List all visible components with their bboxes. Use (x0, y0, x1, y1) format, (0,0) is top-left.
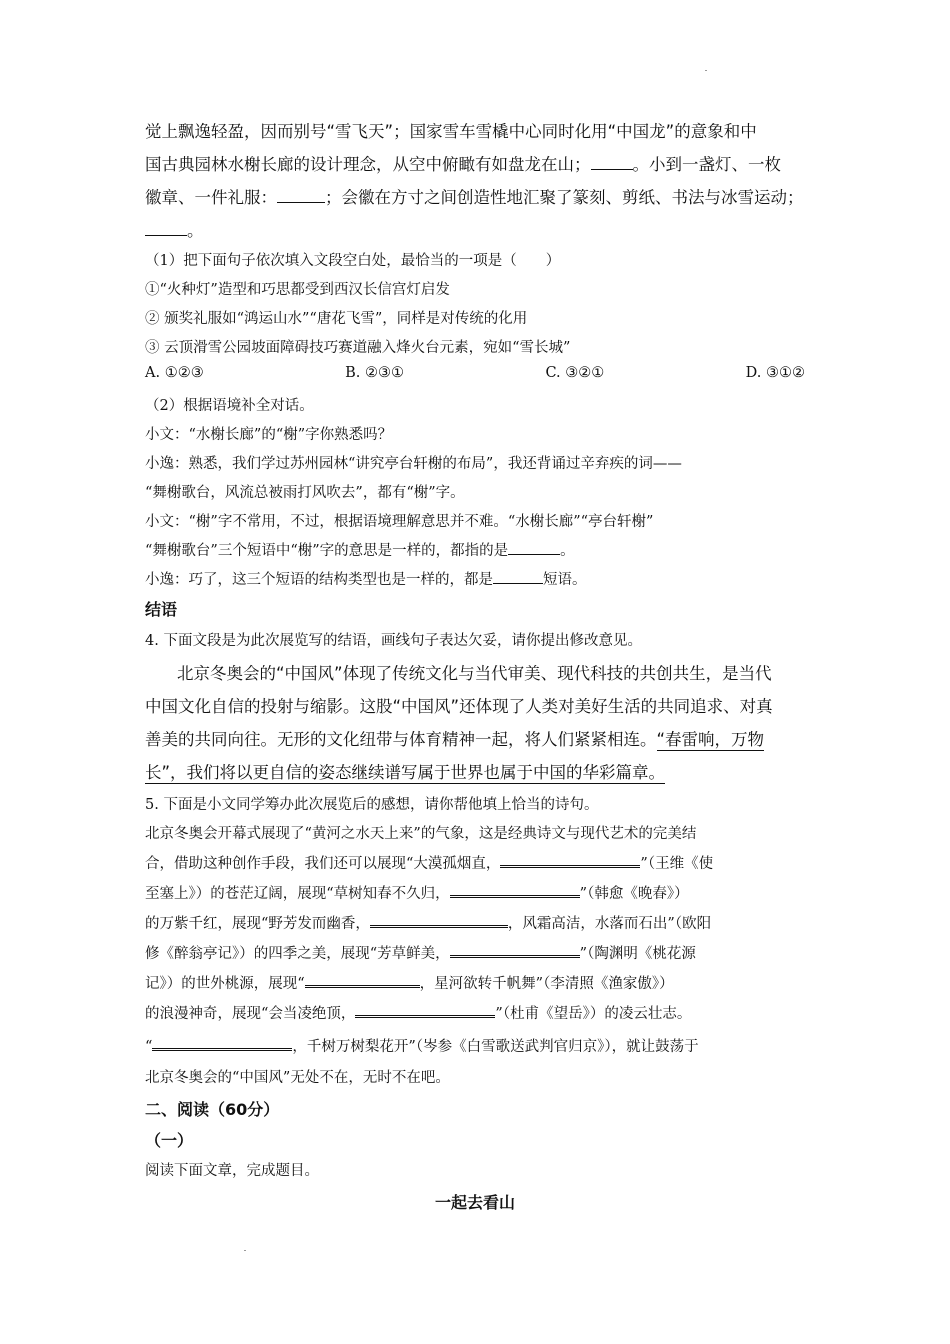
q5-line-8: “ ，千树万树梨花开”（岑参《白雪歌送武判官归京》），就让鼓荡于 (145, 1035, 699, 1056)
conclusion-line-1: 北京冬奥会的“中国风”体现了传统文化与当代审美、现代科技的共创共生，是当代 (177, 664, 772, 683)
question-1: （1）把下面句子依次填入文段空白处，最恰当的一项是（ ） (145, 253, 561, 269)
question-4: 4. 下面文段是为此次展览写的结语，画线句子表达欠妥，请你提出修改意见。 (145, 633, 642, 649)
dialogue-line-1: 小文：“水榭长廊”的“榭”字你熟悉吗？ (145, 427, 393, 443)
poem-blank[interactable] (370, 912, 508, 928)
option-c[interactable]: C. ③②① (545, 365, 605, 381)
q5-line-2: 合，借助这种创作手段，我们还可以展现“大漠孤烟直， ”（王维《使 (145, 852, 713, 873)
section-heading-reading: 二、阅读（60分） (145, 1100, 280, 1119)
option-d[interactable]: D. ③①② (745, 365, 805, 381)
underlined-sentence: 长”，我们将以更自信的姿态继续谱写属于世界也属于中国的华彩篇章。 (145, 763, 666, 782)
poem-blank[interactable] (355, 1002, 495, 1018)
sentence-2: ② 颁奖礼服如“鸿运山水”“唐花飞雪”，同样是对传统的化用 (145, 311, 528, 327)
dialogue-line-4: 小逸：巧了，这三个短语的结构类型也是一样的，都是 短语。 (145, 568, 587, 589)
question-5: 5. 下面是小文同学筹办此次展览后的感想，请你帮他填上恰当的诗句。 (145, 797, 599, 813)
poem-blank[interactable] (500, 852, 640, 868)
option-a[interactable]: A. ①②③ (145, 365, 204, 381)
q5-line-1: 北京冬奥会开幕式展现了“黄河之水天上来”的气象，这是经典诗文与现代艺术的完美结 (145, 826, 697, 842)
answer-blank[interactable] (145, 219, 187, 237)
dialogue-line-3a: 小文：“榭”字不常用，不过，根据语境理解意思并不难。“水榭长廊”“亭台轩榭” (145, 514, 654, 530)
answer-blank[interactable] (591, 153, 633, 171)
section-heading-conclusion: 结语 (145, 600, 178, 619)
dialogue-line-2b: “舞榭歌台，风流总被雨打风吹去”，都有“榭”字。 (145, 485, 465, 501)
poem-blank[interactable] (305, 972, 420, 988)
passage-line-1: 觉上飘逸轻盈，因而别号“雪飞天”；国家雪车雪橇中心同时化用“中国龙”的意象和中 (145, 122, 757, 141)
poem-blank[interactable] (152, 1035, 292, 1051)
answer-options (145, 365, 805, 381)
article-title: 一起去看山 (434, 1193, 515, 1212)
subsection-heading: （一） (145, 1131, 194, 1150)
q5-line-6: 记》）的世外桃源，展现“ ，星河欲转千帆舞”（李清照《渔家傲》） (145, 972, 674, 993)
q5-line-3: 至塞上》）的苍茫辽阔，展现“草树知春不久归， ”（韩愈《晚春》） (145, 882, 689, 903)
page-mark (705, 70, 707, 71)
q5-line-7: 的浪漫神奇，展现“会当凌绝顶， ”（杜甫《望岳》）的凌云壮志。 (145, 1002, 691, 1023)
q5-line-5: 修《醉翁亭记》）的四季之美，展现“芳草鲜美， ”（陶渊明《桃花源 (145, 942, 696, 963)
poem-blank[interactable] (450, 882, 580, 898)
answer-blank[interactable] (277, 186, 325, 204)
conclusion-line-2: 中国文化自信的投射与缩影。这股“中国风”还体现了人类对美好生活的共同追求、对真 (145, 697, 773, 716)
passage-line-2: 国古典园林水榭长廊的设计理念，从空中俯瞰有如盘龙在山； 。小到一盏灯、一枚 (145, 151, 781, 175)
dialogue-line-2a: 小逸：熟悉，我们学过苏州园林“讲究亭台轩榭的布局”，我还背诵过辛弃疾的词—— (145, 456, 682, 472)
q5-line-4: 的万紫千红，展现“野芳发而幽香， ，风霜高洁，水落而石出”（欧阳 (145, 912, 711, 933)
underlined-sentence: “春雷响，万物 (656, 730, 765, 749)
conclusion-line-3: 善美的共同向往。无形的文化纽带与体育精神一起，将人们紧紧相连。“春雷响，万物 (145, 730, 765, 749)
q5-line-9: 北京冬奥会的“中国风”无处不在，无时不在吧。 (145, 1070, 450, 1086)
option-b[interactable]: B. ②③① (345, 365, 404, 381)
conclusion-line-4 (145, 759, 665, 783)
question-2: （2）根据语境补全对话。 (145, 398, 314, 414)
poem-blank[interactable] (450, 942, 580, 958)
sentence-3: ③ 云顶滑雪公园坡面障碍技巧赛道融入烽火台元素，宛如“雪长城” (145, 340, 571, 356)
reading-instruction: 阅读下面文章，完成题目。 (145, 1163, 319, 1179)
page-mark (244, 1250, 246, 1251)
answer-blank[interactable] (493, 569, 543, 585)
sentence-1: ①“火种灯”造型和巧思都受到西汉长信宫灯启发 (145, 282, 450, 298)
passage-line-4: 。 (145, 217, 204, 241)
passage-line-3: 徽章、一件礼服： ；会徽在方寸之间创造性地汇聚了篆刻、剪纸、书法与冰雪运动； (145, 184, 804, 208)
answer-blank[interactable] (508, 540, 560, 556)
dialogue-line-3b: “舞榭歌台”三个短语中“榭”字的意思是一样的，都指的是 。 (145, 539, 575, 560)
